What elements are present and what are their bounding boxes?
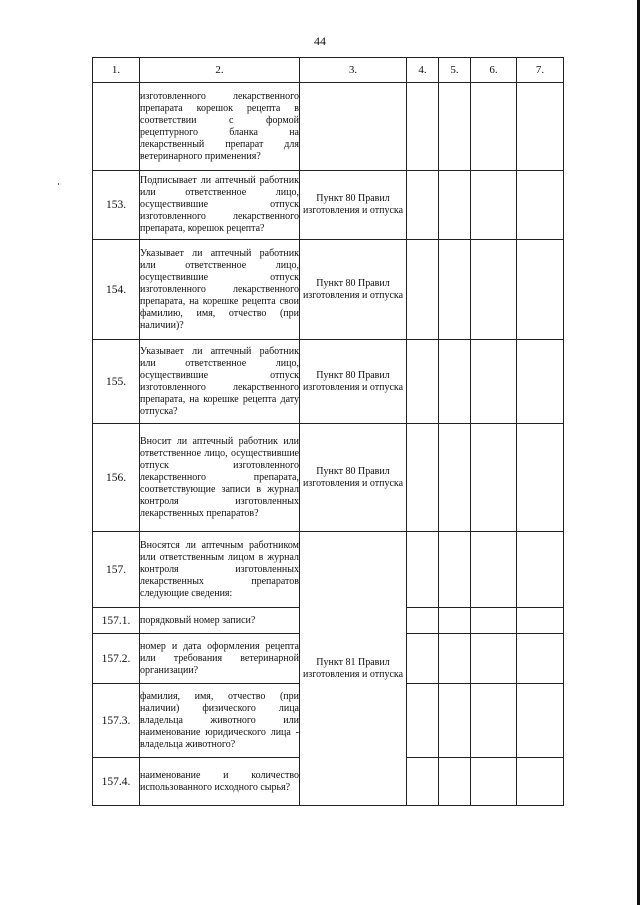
legal-reference: Пункт 81 Правил изготовления и отпуска <box>300 532 407 806</box>
row-number: 157.2. <box>93 634 140 684</box>
row-number: 153. <box>93 171 140 240</box>
answer-cell <box>407 532 439 608</box>
answer-cell <box>517 634 564 684</box>
page-number: 44 <box>314 34 326 48</box>
row-number: 157. <box>93 532 140 608</box>
answer-cell <box>439 684 471 758</box>
table-row <box>93 171 564 240</box>
table-row <box>93 83 564 171</box>
requirement-text: Вносит ли аптечный работник или ответственное лицо, осуществившие отпуск изготовленного лекарственного препарата, соответствующие записи в журнал контроля изготовленных лекарственных препаратов? <box>140 424 300 532</box>
table-row <box>93 532 564 608</box>
row-number: 154. <box>93 240 140 340</box>
scan-mark <box>58 183 59 185</box>
answer-cell <box>407 340 439 424</box>
answer-cell <box>439 532 471 608</box>
answer-cell <box>471 340 517 424</box>
answer-cell <box>517 340 564 424</box>
answer-cell <box>439 608 471 634</box>
answer-cell <box>471 424 517 532</box>
answer-cell <box>471 240 517 340</box>
answer-cell <box>517 758 564 806</box>
requirement-text: номер и дата оформления рецепта или требования ветеринарной организации? <box>140 634 300 684</box>
row-number: 157.4. <box>93 758 140 806</box>
answer-cell <box>517 684 564 758</box>
answer-cell <box>407 758 439 806</box>
answer-cell <box>471 758 517 806</box>
answer-cell <box>439 240 471 340</box>
column-header-6: 6. <box>471 58 517 83</box>
answer-cell <box>407 634 439 684</box>
legal-reference <box>300 83 407 171</box>
answer-cell <box>439 424 471 532</box>
header-row <box>93 58 564 83</box>
requirement-text: порядковый номер записи? <box>140 608 300 634</box>
answer-cell <box>407 171 439 240</box>
legal-reference: Пункт 80 Правил изготовления и отпуска <box>300 171 407 240</box>
answer-cell <box>407 424 439 532</box>
answer-cell <box>407 83 439 171</box>
answer-cell <box>471 608 517 634</box>
requirement-text: Указывает ли аптечный работник или ответственное лицо, осуществившие отпуск изготовленного лекарственного препарата, на корешке рецепта свои фамилию, имя, отчество (при наличии)? <box>140 240 300 340</box>
column-header-4: 4. <box>407 58 439 83</box>
answer-cell <box>471 634 517 684</box>
column-header-5: 5. <box>439 58 471 83</box>
table-row <box>93 240 564 340</box>
requirement-text: изготовленного лекарственного препарата корешок рецепта в соответствии с формой рецептурного бланка на лекарственный препарат для ветеринарного применения? <box>140 83 300 171</box>
answer-cell <box>471 83 517 171</box>
row-number <box>93 83 140 171</box>
answer-cell <box>471 532 517 608</box>
answer-cell <box>407 240 439 340</box>
column-header-2: 2. <box>140 58 300 83</box>
answer-cell <box>517 240 564 340</box>
answer-cell <box>471 684 517 758</box>
checklist-table <box>92 57 564 806</box>
row-number: 157.3. <box>93 684 140 758</box>
table-row <box>93 340 564 424</box>
answer-cell <box>517 608 564 634</box>
legal-reference: Пункт 80 Правил изготовления и отпуска <box>300 424 407 532</box>
answer-cell <box>439 83 471 171</box>
answer-cell <box>517 83 564 171</box>
requirement-text: Подписывает ли аптечный работник или ответственное лицо, осуществившие отпуск изготовленного лекарственного препарата, корешок рецепта? <box>140 171 300 240</box>
answer-cell <box>517 424 564 532</box>
answer-cell <box>439 340 471 424</box>
answer-cell <box>517 171 564 240</box>
answer-cell <box>517 532 564 608</box>
answer-cell <box>439 171 471 240</box>
answer-cell <box>407 608 439 634</box>
answer-cell <box>471 171 517 240</box>
answer-cell <box>407 684 439 758</box>
requirement-text: фамилия, имя, отчество (при наличии) физического лица владельца животного или наименование юридического лица - владельца животного? <box>140 684 300 758</box>
requirement-text: Вносятся ли аптечным работником или ответственным лицом в журнал контроля изготовленных лекарственных препаратов следующие сведения: <box>140 532 300 608</box>
requirement-text: Указывает ли аптечный работник или ответственное лицо, осуществившие отпуск изготовленного лекарственного препарата, на корешке рецепта дату отпуска? <box>140 340 300 424</box>
answer-cell <box>439 634 471 684</box>
answer-cell <box>439 758 471 806</box>
requirement-text: наименование и количество использованного исходного сырья? <box>140 758 300 806</box>
row-number: 157.1. <box>93 608 140 634</box>
column-header-3: 3. <box>300 58 407 83</box>
row-number: 155. <box>93 340 140 424</box>
column-header-1: 1. <box>93 58 140 83</box>
column-header-7: 7. <box>517 58 564 83</box>
row-number: 156. <box>93 424 140 532</box>
table-row <box>93 424 564 532</box>
legal-reference: Пункт 80 Правил изготовления и отпуска <box>300 240 407 340</box>
legal-reference: Пункт 80 Правил изготовления и отпуска <box>300 340 407 424</box>
